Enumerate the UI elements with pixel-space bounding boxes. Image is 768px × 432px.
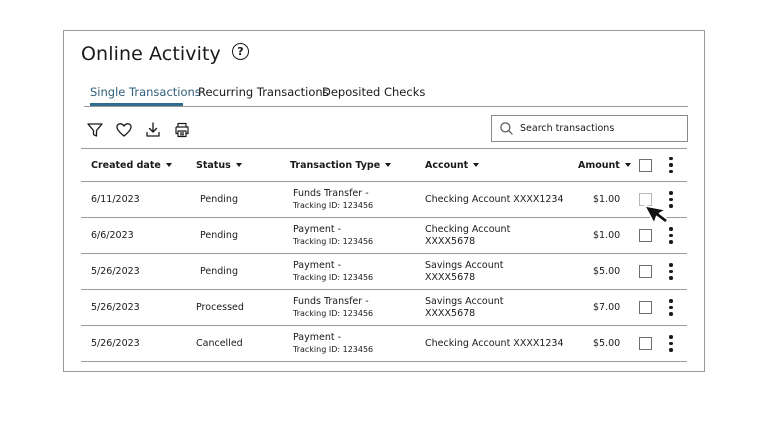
cell-status: Pending <box>200 194 238 205</box>
search-icon <box>499 121 514 136</box>
cell-amount: $7.00 <box>593 302 621 313</box>
cell-account: Checking Account XXXX1234 <box>425 337 564 349</box>
cell-date: 6/11/2023 <box>91 194 140 205</box>
cell-status: Processed <box>196 302 244 313</box>
select-all-checkbox[interactable] <box>639 159 652 172</box>
table-row[interactable] <box>81 182 687 218</box>
column-header-transaction-type[interactable]: Transaction Type <box>290 149 391 181</box>
cell-account: Savings Account XXXX5678 <box>425 295 504 319</box>
download-icon[interactable] <box>144 121 162 139</box>
help-icon[interactable]: ? <box>232 43 249 60</box>
tab-recurring-transactions[interactable]: Recurring Transactions <box>198 85 329 99</box>
row-more-options-icon[interactable] <box>667 263 675 280</box>
row-more-options-icon[interactable] <box>667 191 675 208</box>
cell-status: Pending <box>200 230 238 241</box>
more-options-icon[interactable] <box>667 157 675 174</box>
row-checkbox[interactable] <box>639 337 652 350</box>
table-row[interactable] <box>81 254 687 290</box>
row-more-options-icon[interactable] <box>667 335 675 352</box>
column-header-amount[interactable]: Amount <box>578 149 631 181</box>
row-checkbox[interactable] <box>639 193 652 206</box>
row-more-options-icon[interactable] <box>667 227 675 244</box>
tab-bar <box>84 83 688 107</box>
table-row[interactable] <box>81 326 687 362</box>
column-header-status[interactable]: Status <box>196 149 242 181</box>
cell-transaction-type: Payment - Tracking ID: 123456 <box>293 331 374 354</box>
cell-date: 5/26/2023 <box>91 266 140 277</box>
sort-caret-icon <box>625 163 631 167</box>
row-checkbox[interactable] <box>639 265 652 278</box>
cell-transaction-type: Payment - Tracking ID: 123456 <box>293 223 374 246</box>
cell-status: Cancelled <box>196 338 243 349</box>
filter-icon[interactable] <box>86 121 104 139</box>
sort-caret-icon <box>166 163 172 167</box>
search-input[interactable] <box>520 123 680 134</box>
cell-account: Checking Account XXXX5678 <box>425 223 511 247</box>
page-title: Online Activity <box>81 43 221 65</box>
tab-deposited-checks[interactable]: Deposited Checks <box>322 85 426 99</box>
table-header-row <box>81 148 687 182</box>
sort-caret-icon <box>385 163 391 167</box>
cell-account: Checking Account XXXX1234 <box>425 193 564 205</box>
cell-account: Savings Account XXXX5678 <box>425 259 504 283</box>
table-row[interactable] <box>81 290 687 326</box>
cell-transaction-type: Payment - Tracking ID: 123456 <box>293 259 374 282</box>
cell-date: 5/26/2023 <box>91 338 140 349</box>
cell-amount: $1.00 <box>593 194 621 205</box>
cell-transaction-type: Funds Transfer - Tracking ID: 123456 <box>293 187 374 210</box>
online-activity-panel <box>63 30 705 372</box>
cell-amount: $5.00 <box>593 338 621 349</box>
cell-amount: $5.00 <box>593 266 621 277</box>
row-more-options-icon[interactable] <box>667 299 675 316</box>
toolbar <box>86 121 191 139</box>
table-row[interactable] <box>81 218 687 254</box>
transactions-table <box>81 148 687 362</box>
column-header-account[interactable]: Account <box>425 149 479 181</box>
print-icon[interactable] <box>173 121 191 139</box>
cell-amount: $1.00 <box>593 230 621 241</box>
cell-status: Pending <box>200 266 238 277</box>
title-row <box>81 43 249 65</box>
row-checkbox[interactable] <box>639 301 652 314</box>
cell-date: 5/26/2023 <box>91 302 140 313</box>
heart-icon[interactable] <box>115 121 133 139</box>
tab-single-transactions[interactable]: Single Transactions <box>90 85 201 99</box>
sort-caret-icon <box>473 163 479 167</box>
search-box[interactable] <box>491 115 688 142</box>
active-tab-indicator <box>90 103 183 106</box>
cell-date: 6/6/2023 <box>91 230 134 241</box>
cell-transaction-type: Funds Transfer - Tracking ID: 123456 <box>293 295 374 318</box>
row-checkbox[interactable] <box>639 229 652 242</box>
sort-caret-icon <box>236 163 242 167</box>
column-header-created-date[interactable]: Created date <box>91 149 172 181</box>
